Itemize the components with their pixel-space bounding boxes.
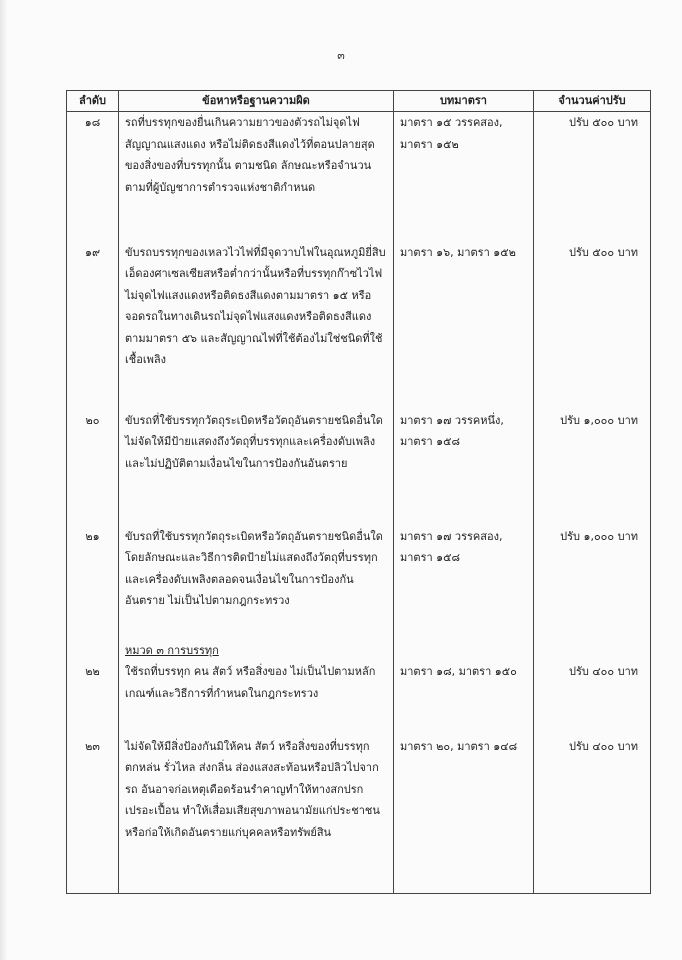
row-offense: ขับรถที่ใช้บรรทุกวัตถุระเบิดหรือวัตถุอันตรายชนิดอื่นใด โดยลักษณะและวิธีการติดป้ายไม่แสดงถึงวัตถุที่บรรทุกและเครื่องดับเพลิงตลอดจนเงื่อนไขในการป้องกันอันตราย ไม่เป็นไปตามกฎกระทรวง — [119, 526, 394, 640]
table-row — [67, 410, 651, 526]
row-section: มาตรา ๑๗ วรรคหนึ่ง, มาตรา ๑๕๘ — [394, 410, 534, 526]
header-offense: ข้อหาหรือฐานความผิด — [119, 91, 394, 112]
header-section: บทมาตรา — [394, 91, 534, 112]
row-section — [394, 640, 534, 736]
row-offense: ขับรถบรรทุกของเหลวไวไฟที่มีจุดวาบไฟในอุณหภูมิยี่สิบเอ็ดองศาเซลเซียสหรือต่ำกว่านั้นหรือที่บรรทุกก๊าซไวไฟ ไม่จุดไฟแสงแดงหรือติดธงสีแดงตามมาตรา ๑๕ หรือจอดรถในทางเดินรถไม่จุดไฟแสงแดงหรือติดธงสีแดงตามมาตรา ๕๖ และสัญญาณไฟที่ใช้ต้องไม่ใช่ชนิดที่ใช้เชื้อเพลิง — [119, 242, 394, 410]
row-fine-text: ปรับ ๔๐๐ บาท — [568, 664, 638, 678]
row-number: ๒๑ — [67, 526, 119, 640]
row-number: ๒๐ — [67, 410, 119, 526]
row-offense: ขับรถที่ใช้บรรทุกวัตถุระเบิดหรือวัตถุอันตรายชนิดอื่นใด ไม่จัดให้มีป้ายแสดงถึงวัตถุที่บรรทุกและเครื่องดับเพลิง และไม่ปฏิบัติตามเงื่อนไขในการป้องกันอันตราย — [119, 410, 394, 526]
row-number: ๑๘ — [67, 112, 119, 242]
row-fine: ปรับ ๕๐๐ บาท — [534, 112, 651, 242]
row-offense: ใช้รถที่บรรทุก คน สัตว์ หรือสิ่งของ ไม่เป็นไปตามหลักเกณฑ์และวิธีการที่กำหนดในกฎกระทรวง — [125, 665, 376, 700]
table-row — [67, 736, 651, 894]
row-section: มาตรา ๑๕ วรรคสอง, มาตรา ๑๕๒ — [394, 112, 534, 242]
page-edge-shadow — [0, 0, 8, 960]
header-sequence: ลำดับ — [67, 91, 119, 112]
row-fine: ปรับ ๑,๐๐๐ บาท — [534, 410, 651, 526]
row-section-text: มาตรา ๑๘, มาตรา ๑๕๐ — [400, 664, 517, 678]
row-section: มาตรา ๒๐, มาตรา ๑๔๘ — [394, 736, 534, 894]
row-fine: ปรับ ๑,๐๐๐ บาท — [534, 526, 651, 640]
row-section: มาตรา ๑๖, มาตรา ๑๕๒ — [394, 242, 534, 410]
table-row — [67, 526, 651, 640]
row-offense-cell — [119, 640, 394, 736]
row-number: ๒๓ — [67, 736, 119, 894]
table-row — [67, 112, 651, 242]
chapter-heading: หมวด ๓ การบรรทุก — [125, 643, 219, 657]
row-fine: ปรับ ๔๐๐ บาท — [534, 736, 651, 894]
row-section: มาตรา ๑๗ วรรคสอง, มาตรา ๑๕๘ — [394, 526, 534, 640]
table-row — [67, 640, 651, 736]
table-header-row — [67, 91, 651, 112]
table-row — [67, 242, 651, 410]
row-fine — [534, 640, 651, 736]
row-offense: ไม่จัดให้มีสิ่งป้องกันมิให้คน สัตว์ หรือสิ่งของที่บรรทุกตกหล่น รั่วไหล ส่งกลิ่น ส่องแสงสะท้อนหรือปลิวไปจากรถ อันอาจก่อเหตุเดือดร้อนรำคาญทำให้ทางสกปรกเปรอะเปื้อน ทำให้เสื่อมเสียสุขภาพอนามัยแก่ประชาชนหรือก่อให้เกิดอันตรายแก่บุคคลหรือทรัพย์สิน — [119, 736, 394, 894]
row-number-text: ๒๒ — [85, 664, 100, 678]
row-number: ๑๙ — [67, 242, 119, 410]
row-offense: รถที่บรรทุกของยื่นเกินความยาวของตัวรถไม่จุดไฟสัญญาณแสงแดง หรือไม่ติดธงสีแดงไว้ที่ตอนปลายสุดของสิ่งของที่บรรทุกนั้น ตามชนิด ลักษณะหรือจำนวนตามที่ผู้บัญชาการตำรวจแห่งชาติกำหนด — [119, 112, 394, 242]
page-number: ๓ — [337, 49, 345, 62]
row-number — [67, 640, 119, 736]
row-fine: ปรับ ๕๐๐ บาท — [534, 242, 651, 410]
fines-table — [66, 90, 651, 894]
header-fine: จำนวนค่าปรับ — [534, 91, 651, 112]
